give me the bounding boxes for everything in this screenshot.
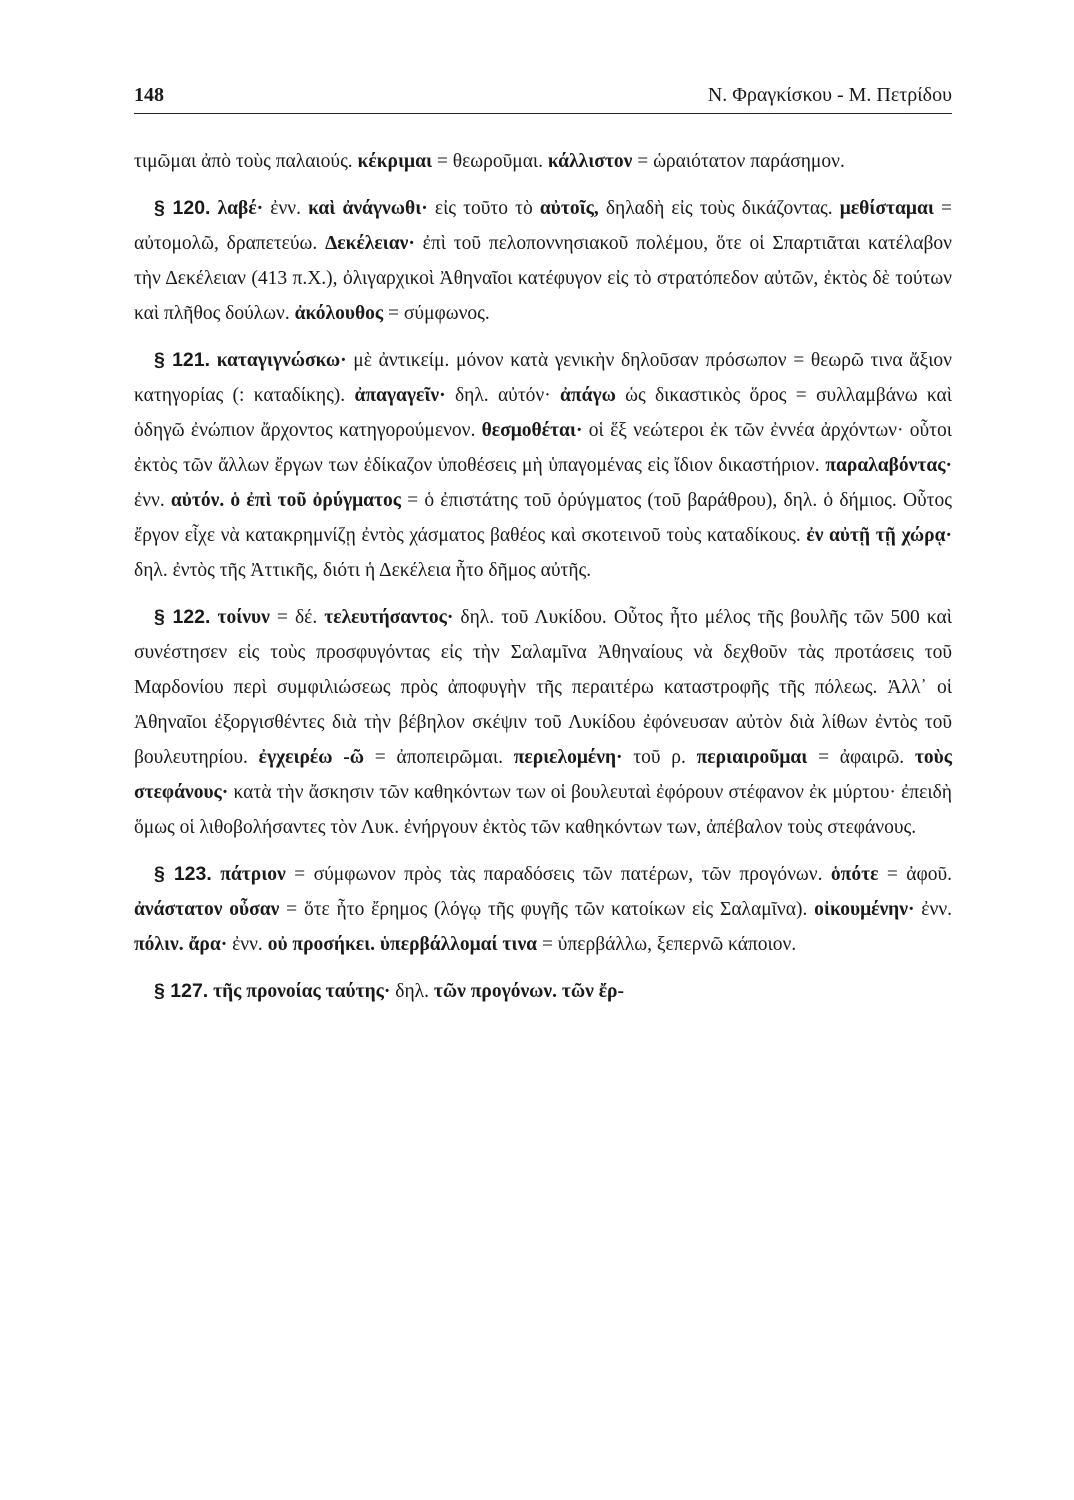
gloss-text: ἐνν.: [134, 490, 171, 511]
gloss-text: οἱ ἕξ νεώτεροι ἐκ τῶν ἐννέα ἀρχόντων· οὗτοι ἐκτὸς τῶν ἄλλων ἔργων των ἐδίκαζον ὑποθέσεις μὴ ὑπαγομένας εἰς ἴδιον δικαστήριον.: [134, 420, 952, 476]
gloss-text: = ἀποπειρῶμαι.: [364, 747, 514, 768]
lemma: Δεκέλειαν·: [325, 233, 415, 254]
lemma: ἀπαγαγεῖν·: [354, 385, 446, 406]
lemma: λαβέ·: [210, 198, 264, 219]
gloss-text: ἐνν.: [263, 198, 309, 219]
section-number: § 120.: [154, 197, 211, 219]
lemma: οὐ προσήκει. ὑπερβάλλομαί τινα: [267, 934, 538, 955]
lemma: περιελομένη·: [513, 747, 623, 768]
running-title: Ν. Φραγκίσκου - Μ. Πετρίδου: [707, 84, 952, 106]
gloss-text: ἐπὶ τοῦ πελοποννησιακοῦ πολέμου, ὅτε οἱ Σπαρτιᾶται κατέλαβον τὴν Δεκέλειαν (413 π.Χ.), ὀλιγαρχικοὶ Ἀθηναῖοι κατέφυγον εἰς τὸ στρατόπεδον αὐτῶν, ἐκτὸς δὲ τούτων καὶ πλῆθος δούλων.: [134, 233, 952, 324]
running-header: [134, 84, 952, 114]
gloss-text: δηλ.: [390, 981, 434, 1002]
lemma: παραλαβόντας·: [825, 455, 952, 476]
gloss-text: = ὅτε ἦτο ἔρημος (λόγῳ τῆς φυγῆς τῶν κατοίκων εἰς Σαλαμῖνα).: [279, 899, 815, 920]
section-number: § 123.: [154, 863, 212, 885]
lemma: περιαιροῦμαι: [696, 747, 808, 768]
gloss-text: μὲ ἀντικείμ. μόνον κατὰ γενικὴν δηλοῦσαν πρόσωπον = θεωρῶ τινα ἄξιον κατηγορίας (: καταδίκης).: [134, 350, 953, 406]
gloss-text: τιμῶμαι ἀπὸ τοὺς παλαιούς.: [134, 151, 358, 172]
gloss-text: = αὐτομολῶ, δραπετεύω.: [134, 198, 952, 254]
lemma: αὐτόν. ὁ ἐπὶ τοῦ ὀρύγματος: [170, 490, 401, 511]
lemma: αὐτοῖς,: [539, 198, 599, 219]
lemma: τοὺς στεφάνους·: [134, 747, 953, 803]
gloss-text: δηλ. ἐντὸς τῆς Ἀττικῆς, διότι ἡ Δεκέλεια ἦτο δῆμος αὐτῆς.: [134, 560, 592, 581]
gloss-text: = ὡραιότατον παράσημον.: [632, 151, 845, 172]
lemma: τῆς προνοίας ταύτης·: [208, 981, 391, 1002]
gloss-text: = σύμφωνον πρὸς τὰς παραδόσεις τῶν πατέρων, τῶν προγόνων.: [285, 864, 831, 885]
lemma: τῶν προγόνων. τῶν ἔρ-: [433, 981, 624, 1002]
gloss-text: δηλ. αὐτόν·: [445, 385, 561, 406]
gloss-text: = ἀφαιρῶ.: [807, 747, 915, 768]
gloss-text: ὡς δικαστικὸς ὅρος = συλλαμβάνω καὶ ὁδηγῶ ἐνώπιον ἄρχοντος κατηγορούμενον.: [134, 385, 952, 441]
lemma: πάτριον: [211, 864, 286, 885]
gloss-text: ἐνν.: [914, 899, 953, 920]
gloss-text: δηλαδὴ εἰς τοὺς δικάζοντας.: [598, 198, 840, 219]
page-number: 148: [134, 84, 164, 106]
lemma: τοίνυν: [210, 607, 270, 628]
lemma: τελευτήσαντος·: [324, 607, 454, 628]
lemma: ἐν αὐτῇ τῇ χώρᾳ·: [806, 525, 952, 546]
commentary-text: [134, 144, 952, 1009]
gloss-text: = σύμφωνος.: [383, 303, 490, 324]
lemma: ἀκόλουθος: [294, 303, 384, 324]
lemma: οἰκουμένην·: [814, 899, 915, 920]
lemma: ἀνάστατον οὖσαν: [134, 899, 280, 920]
lemma: καὶ ἀνάγνωθι·: [308, 198, 428, 219]
lemma: θεσμοθέται·: [481, 420, 583, 441]
paragraph-p127: [134, 974, 952, 1009]
lemma: κέκριμαι: [357, 151, 432, 172]
gloss-text: εἰς τοῦτο τὸ: [427, 198, 540, 219]
paragraph-p122: [134, 600, 952, 845]
section-number: § 121.: [154, 349, 211, 371]
paragraph-p123: [134, 857, 952, 962]
gloss-text: = δέ.: [269, 607, 325, 628]
gloss-text: = ὑπερβάλλω, ξεπερνῶ κάποιον.: [537, 934, 797, 955]
gloss-text: = θεωροῦμαι.: [432, 151, 548, 172]
page: [134, 84, 952, 1009]
paragraph-p0: [134, 144, 952, 179]
section-number: § 122.: [154, 606, 211, 628]
lemma: πόλιν. ἄρα·: [134, 934, 228, 955]
section-number: § 127.: [154, 980, 209, 1002]
paragraph-p120: [134, 191, 952, 331]
lemma: κάλλιστον: [547, 151, 633, 172]
gloss-text: τοῦ ρ.: [622, 747, 697, 768]
lemma: καταγιγνώσκω·: [210, 350, 347, 371]
lemma: ὁπότε: [830, 864, 879, 885]
paragraph-p121: [134, 343, 952, 588]
gloss-text: = ἀφοῦ.: [878, 864, 953, 885]
lemma: μεθίσταμαι: [839, 198, 934, 219]
lemma: ἀπάγω: [560, 385, 616, 406]
lemma: ἐγχειρέω -ῶ: [258, 747, 365, 768]
gloss-text: δηλ. τοῦ Λυκίδου. Οὗτος ἦτο μέλος τῆς βουλῆς τῶν 500 καὶ συνέστησεν εἰς τοὺς προσφυγόντας εἰς τὴν Σαλαμῖνα Ἀθηναίους νὰ δεχθοῦν τὰς προτάσεις τοῦ Μαρδονίου περὶ συμφιλιώσεως πρὸς ἀποφυγὴν τῆς περαιτέρω καταστροφῆς τῆς πόλεως. Ἀλλ᾽ οἱ Ἀθηναῖοι ἐξοργισθέντες διὰ τὴν βέβηλον σκέψιν τοῦ Λυκίδου ἐφόνευσαν αὐτὸν διὰ λίθων ἐντὸς τοῦ βουλευτηρίου.: [134, 607, 952, 768]
gloss-text: ἐνν.: [227, 934, 268, 955]
gloss-text: = ὁ ἐπιστάτης τοῦ ὀρύγματος (τοῦ βαράθρου), δηλ. ὁ δήμιος. Οὗτος ἔργον εἶχε νὰ κατακρημνίζῃ ἐντὸς χάσματος βαθέος καὶ σκοτεινοῦ τοὺς καταδίκους.: [134, 490, 952, 546]
gloss-text: κατὰ τὴν ἄσκησιν τῶν καθηκόντων των οἱ βουλευταὶ ἐφόρουν στέφανον ἐκ μύρτου· ἐπειδὴ ὅμως οἱ λιθοβολήσαντες τὸν Λυκ. ἐνήργουν ἐκτὸς τῶν καθηκόντων των, ἀπέβαλον τοὺς στεφάνους.: [134, 782, 952, 838]
